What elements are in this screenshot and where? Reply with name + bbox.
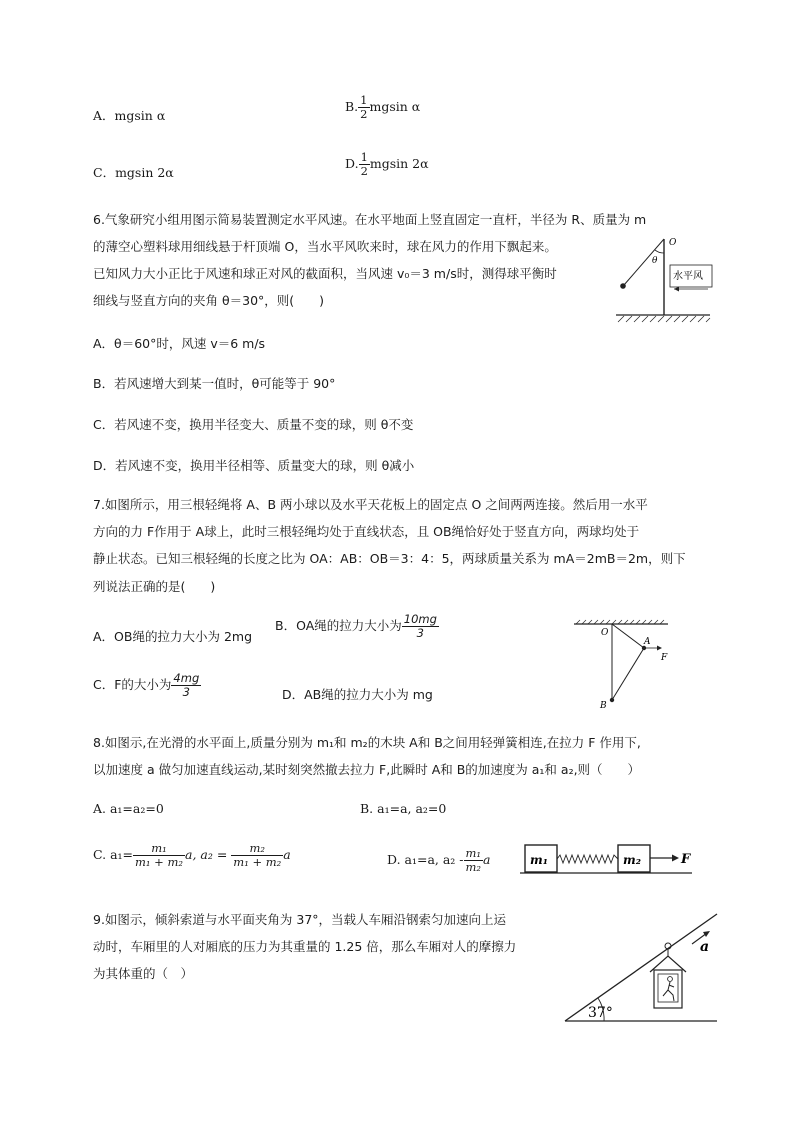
q9-stem-line: 动时，车厢里的人对厢底的压力为其重量的 1.25 倍，那么车厢对人的摩擦力: [93, 939, 517, 954]
fraction: $\frac{\text{m₁}}{\text{m₁ + m₂}}$: [135, 841, 183, 869]
q7-option-b: B．OA绳的拉力大小为 $\frac{10mg}{3}$: [275, 612, 437, 640]
q8-option-c: C. a₁= $\frac{\text{m₁}}{\text{m₁ + m₂}}$ a, a₂ = $\frac{\text{m₂}}{\text{m₁ + m₂}}$ a: [93, 841, 291, 869]
q9-cable-car-diagram: [562, 910, 722, 1025]
force-f-label: F: [681, 852, 691, 867]
q8-option-d: D. a₁=a, a₂ - $\frac{\text{m₁}}{\text{m₂}}$ a: [387, 846, 491, 874]
q6-stem-line: 细线与竖直方向的夹角 θ＝30°，则( ): [93, 293, 325, 308]
q6-stem-line: 的薄空心塑料球用细线悬于杆顶端 O，当水平风吹来时，球在风力的作用下飘起来。: [93, 239, 557, 254]
fraction: $\frac{1}{2}$: [360, 93, 368, 121]
theta-label: θ: [652, 256, 658, 266]
q5-option-a: A．mgsin α: [93, 108, 166, 123]
q5-option-c: C．mgsin 2α: [93, 165, 174, 180]
point-b-label: B: [600, 701, 607, 711]
q7-rope-diagram: [572, 620, 672, 712]
q7-option-a: A．OB绳的拉力大小为 2mg: [93, 629, 253, 644]
q6-stem-line: 6.气象研究小组用图示简易装置测定水平风速。在水平地面上竖直固定一直杆，半径为 R、质量为 m: [93, 212, 647, 227]
point-a-label: A: [644, 637, 651, 647]
q8-stem-line: 以加速度 a 做匀加速直线运动,某时刻突然撤去拉力 F,此瞬时 A和 B的加速度为 a₁和 a₂,则（ ）: [93, 762, 641, 777]
q8-spring-diagram: [520, 842, 700, 876]
wind-label: 水平风: [673, 271, 703, 282]
q5-option-b: B. $\frac{1}{2}$ mgsin α: [345, 93, 421, 121]
q6-stem-line: 已知风力大小正比于风速和球正对风的截面积，当风速 v₀＝3 m/s时，测得球平衡时: [93, 266, 557, 281]
q7-option-c: C．F的大小为 $\frac{4mg}{3}$: [93, 671, 200, 699]
q6-wind-diagram: [614, 233, 714, 325]
fraction: $\frac{\text{m₁}}{\text{m₂}}$: [465, 846, 482, 874]
q6-option-a: A．θ＝60°时，风速 v＝6 m/s: [93, 336, 266, 351]
fraction: $\frac{\text{m₂}}{\text{m₁ + m₂}}$: [233, 841, 282, 869]
q8-stem-line: 8.如图示,在光滑的水平面上,质量分别为 m₁和 m₂的木块 A和 B之间用轻弹簧相连,在拉力 F 作用下,: [93, 735, 641, 750]
fraction: $\frac{1}{2}$: [360, 150, 368, 178]
point-o-label: O: [669, 238, 677, 248]
q9-stem-line: 为其体重的（ ）: [93, 966, 194, 981]
spring: [557, 855, 618, 863]
m2-label: m₂: [623, 853, 641, 867]
q6-option-b: B．若风速增大到某一值时，θ可能等于 90°: [93, 376, 336, 391]
q7-stem-line: 列说法正确的是( ): [93, 579, 216, 594]
point-o-label: O: [601, 628, 609, 638]
q7-option-d: D．AB绳的拉力大小为 mg: [282, 687, 433, 702]
angle-label: 37°: [588, 1005, 613, 1021]
q8-option-b: B. a₁=a, a₂=0: [360, 801, 447, 816]
q7-stem-line: 静止状态。已知三根轻绳的长度之比为 OA：AB：OB＝3：4：5，两球质量关系为 mA＝2mB＝2m，则下: [93, 551, 686, 566]
q7-stem-line: 方向的力 F作用于 A球上，此时三根轻绳均处于直线状态，且 OB绳恰好处于竖直方向，两球均处于: [93, 524, 640, 539]
m1-label: m₁: [530, 853, 548, 867]
q7-stem-line: 7.如图所示，用三根轻绳将 A、B 两小球以及水平天花板上的固定点 O 之间两两连接。然后用一水平: [93, 497, 648, 512]
fraction: $\frac{4mg}{3}$: [173, 671, 200, 699]
q6-option-d: D．若风速不变，换用半径相等、质量变大的球，则 θ减小: [93, 458, 415, 473]
q6-option-c: C．若风速不变，换用半径变大、质量不变的球，则 θ不变: [93, 417, 414, 432]
fraction: $\frac{10mg}{3}$: [403, 612, 437, 640]
q9-stem-line: 9.如图示，倾斜索道与水平面夹角为 37°，当载人车厢沿钢索匀加速向上运: [93, 912, 507, 927]
force-f-label: F: [661, 653, 668, 663]
accel-a-label: a: [700, 939, 710, 955]
q8-option-a: A. a₁=a₂=0: [93, 801, 164, 816]
q5-option-d: D. $\frac{1}{2}$ mgsin 2α: [345, 150, 429, 178]
